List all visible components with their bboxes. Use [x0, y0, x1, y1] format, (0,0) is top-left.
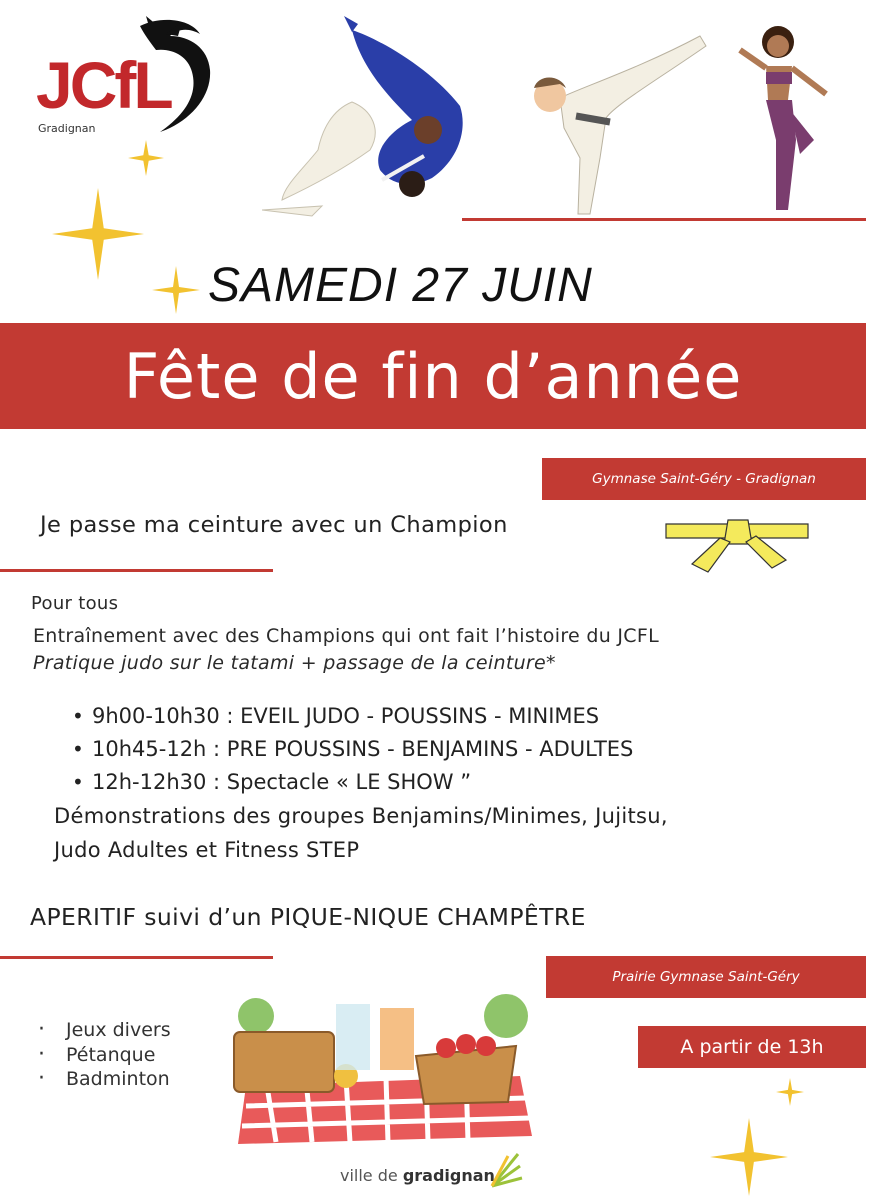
for-all-label: Pour tous: [31, 593, 119, 614]
title-banner: [0, 323, 866, 429]
activity-item: · Jeux divers: [38, 1018, 171, 1043]
city-logo-icon: [488, 1150, 524, 1190]
demo-line: Démonstrations des groupes Benjamins/Minimes, Jujitsu,: [54, 804, 668, 828]
prairie-tag: Prairie Gymnase Saint-Géry: [546, 956, 866, 998]
picnic-illustration: [226, 976, 540, 1148]
logo-subtitle: Gradignan: [38, 122, 96, 135]
sparkle-icon: [128, 140, 164, 176]
activity-item: · Badminton: [38, 1067, 171, 1092]
schedule-list: [72, 700, 633, 799]
practice-line: Pratique judo sur le tatami + passage de la ceinture*: [33, 652, 556, 674]
yellow-belt-icon: [662, 514, 812, 574]
schedule-item: • 12h-12h30 : Spectacle « LE SHOW ”: [72, 766, 633, 799]
karate-kick-illustration: [520, 18, 720, 224]
belt-heading: Je passe ma ceinture avec un Champion: [40, 512, 508, 538]
training-line: Entraînement avec des Champions qui ont fait l’histoire du JCFL: [33, 625, 659, 647]
sparkle-icon: [710, 1118, 788, 1196]
schedule-item: • 10h45-12h : PRE POUSSINS - BENJAMINS - ADULTES: [72, 733, 633, 766]
club-logo: [28, 14, 208, 144]
logo-text: JCfL: [36, 48, 171, 122]
activity-item: · Pétanque: [38, 1043, 171, 1068]
fitness-woman-illustration: [730, 20, 840, 220]
divider-line: [0, 956, 273, 959]
sparkle-icon: [152, 266, 200, 314]
city-logo-prefix: ville de: [340, 1166, 403, 1185]
divider-line: [0, 569, 273, 572]
sparkle-icon: [52, 188, 144, 280]
judo-throw-illustration: [262, 10, 502, 220]
activities-list: [38, 1018, 171, 1092]
demo-line: Judo Adultes et Fitness STEP: [54, 838, 360, 862]
start-time-tag: A partir de 13h: [638, 1026, 866, 1068]
city-logo: [340, 1166, 495, 1185]
schedule-item: • 9h00-10h30 : EVEIL JUDO - POUSSINS - MINIMES: [72, 700, 633, 733]
city-logo-name: gradignan: [402, 1166, 495, 1185]
aperitif-heading: APERITIF suivi d’un PIQUE-NIQUE CHAMPÊTRE: [30, 903, 586, 931]
event-title: Fête de fin d’année: [123, 339, 743, 413]
venue-tag: Gymnase Saint-Géry - Gradignan: [542, 458, 866, 500]
sparkle-icon: [776, 1078, 804, 1106]
divider-line: [462, 218, 866, 221]
event-date: SAMEDI 27 JUIN: [208, 259, 593, 312]
